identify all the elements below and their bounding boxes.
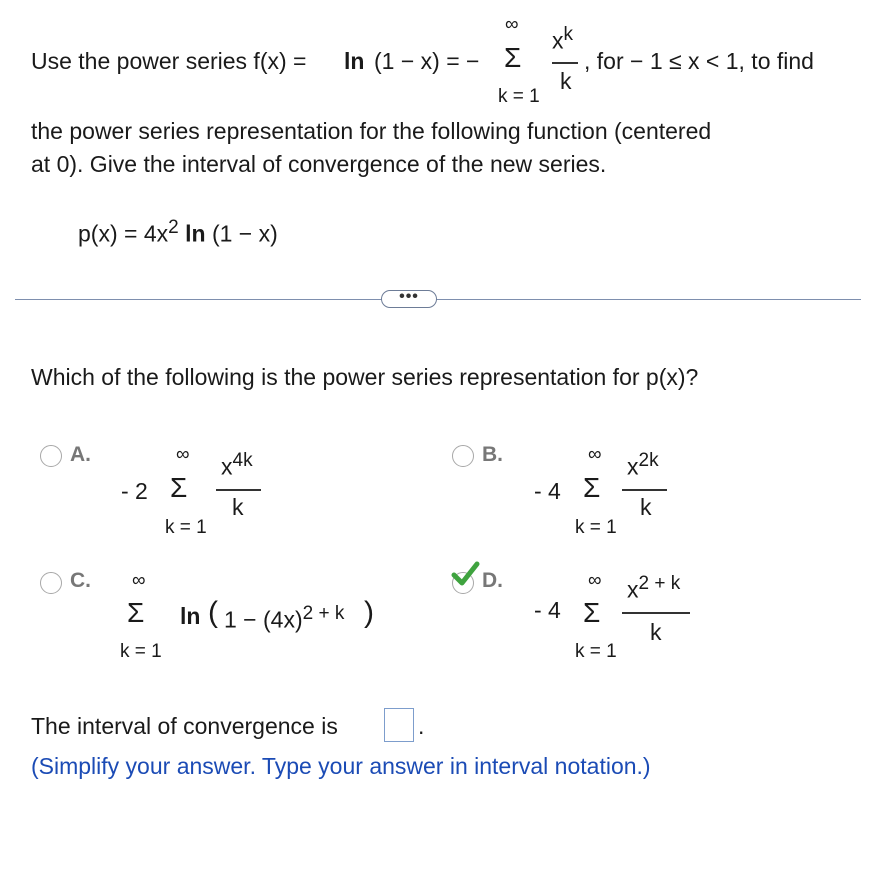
option-b-coef: - 4 <box>534 478 561 504</box>
radio-c[interactable] <box>40 572 62 594</box>
radio-a[interactable] <box>40 445 62 467</box>
intro-arg: (1 − x) = − <box>374 48 480 74</box>
option-b-numerator: $x^{2k}$ <box>627 450 659 480</box>
option-d-bottom: k = 1 <box>575 641 617 662</box>
option-c-argument: $1 - (4x)^{2 + k}$ <box>224 603 345 633</box>
option-c-bottom: k = 1 <box>120 641 162 662</box>
option-d-letter: D. <box>482 569 503 592</box>
ln-text: ln <box>344 48 365 74</box>
option-b-letter: B. <box>482 443 503 466</box>
sum-bottom: k = 1 <box>498 86 540 107</box>
radio-b[interactable] <box>452 445 474 467</box>
intro-text: Use the power series f(x) = <box>31 48 307 74</box>
frac-den: k <box>560 68 572 94</box>
option-a-letter: A. <box>70 443 91 466</box>
option-d-top: ∞ <box>588 570 602 591</box>
option-b-denominator: k <box>640 494 652 520</box>
option-b-bottom: k = 1 <box>575 517 617 538</box>
option-c-ln: ln <box>180 603 201 629</box>
checkmark-icon <box>450 560 480 588</box>
option-b-fraction-bar <box>622 489 667 491</box>
option-a-coef: - 2 <box>121 478 148 504</box>
option-d-denominator: k <box>650 619 662 645</box>
interval-prompt: The interval of convergence is <box>31 713 338 739</box>
option-c-sigma: Σ <box>127 597 145 628</box>
option-b-top: ∞ <box>588 444 602 465</box>
sum-top: ∞ <box>505 14 519 35</box>
option-d-coef: - 4 <box>534 597 561 623</box>
option-a-top: ∞ <box>176 444 190 465</box>
interval-answer-input[interactable] <box>384 708 414 742</box>
condition-text: , for − 1 ≤ x < 1, to find <box>584 48 814 74</box>
fraction-bar <box>552 62 578 64</box>
option-c-open-paren: ( <box>208 596 218 629</box>
option-a-denominator: k <box>232 494 244 520</box>
sigma-symbol: Σ <box>504 42 522 73</box>
option-d-fraction-bar <box>622 612 690 614</box>
problem-line-2: the power series representation for the following function (centered <box>31 118 712 144</box>
interval-period: . <box>418 713 425 739</box>
function-definition: $p(x) = 4x^2$ ln (1 − x) <box>78 217 278 247</box>
option-a-numerator: $x^{4k}$ <box>221 450 253 480</box>
option-a-bottom: k = 1 <box>165 517 207 538</box>
separator-line <box>15 299 861 300</box>
frac-num: $x^k$ <box>552 24 573 54</box>
hint-text: (Simplify your answer. Type your answer in interval notation.) <box>31 753 651 779</box>
option-c-top: ∞ <box>132 570 146 591</box>
option-c-close-paren: ) <box>364 596 374 629</box>
option-a-fraction-bar <box>216 489 261 491</box>
option-a-sigma: Σ <box>170 472 188 503</box>
option-d-sigma: Σ <box>583 597 601 628</box>
question-text: Which of the following is the power series representation for p(x)? <box>31 364 699 390</box>
expand-button[interactable]: ••• <box>381 290 437 308</box>
option-c-letter: C. <box>70 569 91 592</box>
option-d-numerator: $x^{2 + k}$ <box>627 573 681 603</box>
option-b-sigma: Σ <box>583 472 601 503</box>
problem-line-3: at 0). Give the interval of convergence of the new series. <box>31 151 607 177</box>
